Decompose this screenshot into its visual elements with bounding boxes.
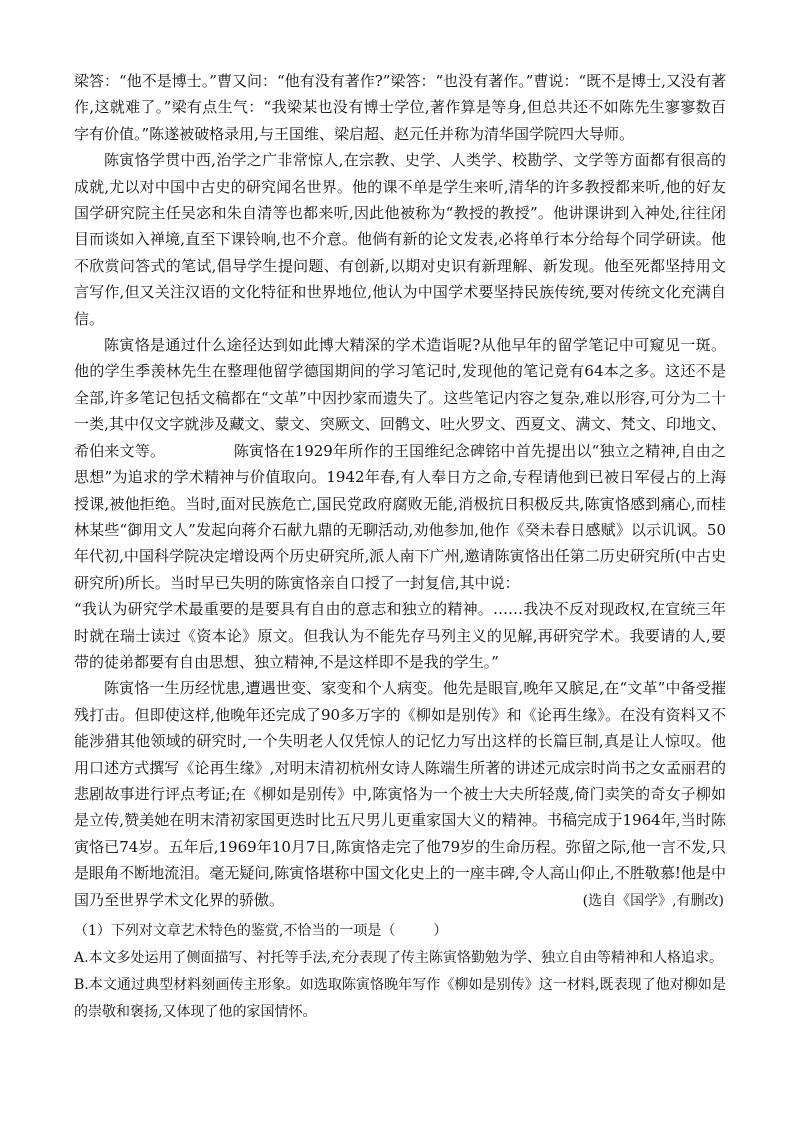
article-paragraph-1: 梁答：“他不是博士。”曹又问：“他有没有著作?”梁答：“也没有著作。”曹说：“既不是博士,又没有著作,这就难了。”梁有点生气：“我梁某也没有博士学位,著作算是等身,但总共还不如陈先生寥寥数百字有价值。”陈遂被破格录用,与王国维、梁启超、赵元任并称为清华国学院四大导师。	[74, 72, 726, 143]
article-paragraph-2: 陈寅恪学贯中西,治学之广非常惊人,在宗教、史学、人类学、校勘学、文学等方面都有很高的成就,尤以对中国中古史的研究闻名世界。他的课不单是学生来听,清华的许多教授都来听,他的好友国学研究院主任吴宓和朱自清等也都来听,因此他被称为“教授的教授”。他讲课讲到入神处,往往闭目而谈如入禅境,直至下课铃响,也不介意。他倘有新的论文发表,必将单行本分给每个同学研读。他不欣赏问答式的笔试,倡导学生提问题、有创新,以期对史识有新理解、新发现。他至死都坚持用文言写作,但又关注汉语的文化特征和世界地位,他认为中国学术要坚持民族传统,要对传统文化充满自信。	[74, 151, 726, 328]
question-stem	[74, 918, 726, 945]
article-body	[74, 68, 726, 913]
option-a: A.本文多处运用了侧面描写、衬托等手法,充分表现了传主陈寅恪勤勉为学、独立自由等精神和人格追求。	[74, 950, 724, 966]
question-stem-text: （1）下列对文章艺术特色的鉴赏,不恰当的一项是（	[74, 923, 396, 939]
question-stem-close: ）	[433, 923, 448, 939]
article-paragraph-3: 陈寅恪是通过什么途径达到如此博大精深的学术造诣呢?从他早年的留学笔记中可窥见一斑。他的学生季羡林先生在整理他留学德国期间的学习笔记时,发现他的笔记竟有64本之多。这还不是全部,许多笔记包括文稿都在“文革”中因抄家而遗失了。这些笔记内容之复杂,难以形容,可分为二十一类,其中仅文字就涉及藏文、蒙文、突厥文、回鹘文、吐火罗文、西夏文、满文、梵文、印地文、希伯来文等。 陈寅恪在1929年所作的王国维纪念碑铭中首先提出以“独立之精神,自由之思想”为追求的学术精神与价值取向。1942年春,有人奉日方之命,专程请他到已被日军侵占的上海授课,被他拒绝。当时,面对民族危亡,国民党政府腐败无能,消极抗日积极反共,陈寅恪感到痛心,而桂林某些“御用文人”发起向蒋介石献九鼎的无聊活动,劝他参加,他作《癸未春日感赋》以示讥讽。50年代初,中国科学院决定增设两个历史研究所,派人南下广州,邀请陈寅恪出任第二历史研究所(中古史研究所)所长。当时早已失明的陈寅恪亲自口授了一封复信,其中说：	[74, 336, 726, 592]
article-quote: “我认为研究学术最重要的是要具有自由的意志和独立的精神。……我决不反对现政权,在宣统三年时就在瑞士读过《资本论》原文。但我认为不能先存马列主义的见解,再研究学术。我要请的人,要带的徒弟都要有自由思想、独立精神,不是这样即不是我的学生。”	[74, 600, 726, 671]
article-paragraph-4: 陈寅恪一生历经忧患,遭遇世变、家变和个人病变。他先是眼盲,晚年又膑足,在“文革”中备受摧残打击。但即使这样,他晚年还完成了90多万字的《柳如是别传》和《论再生缘》。在没有资料又不能涉猎其他领域的研究时,一个失明老人仅凭惊人的记忆力写出这样的长篇巨制,真是让人惊叹。他用口述方式撰写《论再生缘》,对明末清初杭州女诗人陈端生所著的讲述元成宗时尚书之女孟丽君的悲剧故事进行评点考证;在《柳如是别传》中,陈寅恪为一个被士大夫所轻蔑,倚门卖笑的奇女子柳如是立传,赞美她在明末清初家国更迭时比五尺男儿更重家国大义的精神。书稿完成于1964年,当时陈寅恪已74岁。五年后,1969年10月7日,陈寅恪走完了他79岁的生命历程。弥留之际,他一言不发,只是眼角不断地流泪。毫无疑问,陈寅恪堪称中国文化史上的一座丰碑,令人高山仰止,不胜敬慕!他是中国乃至世界学术文化界的骄傲。	[74, 679, 726, 909]
option-b: B.本文通过典型材料刻画传主形象。如选取陈寅恪晚年写作《柳如是别传》这一材料,既表现了他对柳如是的崇敬和褒扬,又体现了他的家国情怀。	[74, 977, 726, 1020]
question-block	[74, 918, 726, 1026]
article-source: (选自《国学》,有删改)	[582, 893, 724, 909]
